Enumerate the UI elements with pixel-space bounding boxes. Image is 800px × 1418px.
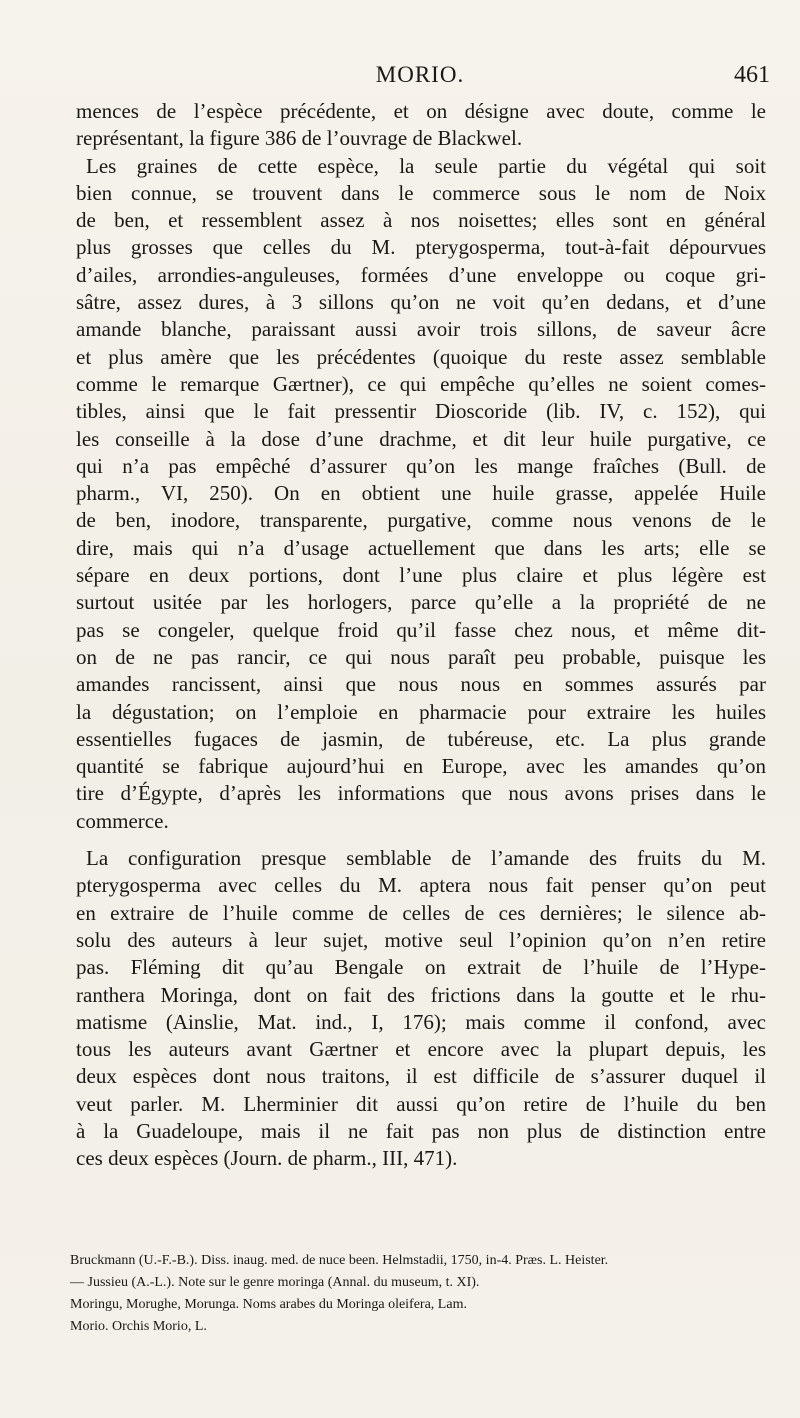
text-line: pas. Fléming dit qu’au Bengale on extrait de l’huile de l’Hype- bbox=[76, 955, 766, 980]
text-line: représentant, la figure 386 de l’ouvrage de Blackwel. bbox=[76, 126, 523, 151]
text-line: tibles, ainsi que le fait pressentir Dioscoride (lib. IV, c. 152), qui bbox=[76, 399, 766, 424]
text-line: en extraire de l’huile comme de celles de ces dernières; le silence ab- bbox=[76, 900, 766, 925]
note-line: Moringu, Morughe, Morunga. Noms arabes du Moringa oleifera, Lam. bbox=[70, 1297, 467, 1312]
text-line: on de ne pas rancir, ce qui nous paraît peu probable, puisque les bbox=[76, 644, 766, 669]
text-line: pterygosperma avec celles du M. aptera nous fait penser qu’on peut bbox=[76, 873, 766, 898]
text-line: commerce. bbox=[76, 808, 169, 833]
text-line: ces deux espèces (Journ. de pharm., III, 471). bbox=[76, 1146, 458, 1171]
text-line: essentielles fugaces de jasmin, de tubéreuse, etc. La plus grande bbox=[76, 726, 766, 751]
text-line: plus grosses que celles du M. pterygosperma, tout-à-fait dépourvues bbox=[76, 235, 766, 260]
text-line: qui n’a pas empêché d’assurer qu’on les mange fraîches (Bull. de bbox=[76, 453, 766, 478]
text-line: tire d’Égypte, d’après les informations que nous avons prises dans le bbox=[76, 781, 766, 806]
note-line: Morio. Orchis Morio, L. bbox=[70, 1319, 207, 1334]
text-line: solu des auteurs à leur sujet, motive seul l’opinion qu’on n’en retire bbox=[76, 927, 766, 952]
text-line: sâtre, assez dures, à 3 sillons qu’on ne voit qu’en dedans, et d’une bbox=[76, 290, 766, 315]
text-line: amande blanche, paraissant aussi avoir trois sillons, de saveur âcre bbox=[76, 317, 766, 342]
text-line: matisme (Ainslie, Mat. ind., I, 176); mais comme il confond, avec bbox=[76, 1009, 766, 1034]
text-line: de ben, inodore, transparente, purgative, comme nous venons de le bbox=[76, 508, 766, 533]
main-text bbox=[76, 98, 766, 1173]
text-line: les conseille à la dose d’une drachme, et dit leur huile purgative, ce bbox=[76, 426, 766, 451]
note-line: Bruckmann (U.-F.-B.). Diss. inaug. med. de nuce been. Helmstadii, 1750, in-4. Præs. L. Heister. bbox=[70, 1253, 609, 1268]
running-head: MORIO. bbox=[375, 62, 465, 87]
text-line: pas se congeler, quelque froid qu’il fasse chez nous, et même dit- bbox=[76, 617, 766, 642]
text-line: surtout usitée par les horlogers, parce qu’elle a la propriété de ne bbox=[76, 590, 766, 615]
text-line: sépare en deux portions, dont l’une plus claire et plus légère est bbox=[76, 563, 766, 588]
text-line: Les graines de cette espèce, la seule partie du végétal qui soit bbox=[86, 153, 766, 178]
bibliography-notes bbox=[70, 1250, 770, 1338]
text-line: ranthera Moringa, dont on fait des frictions dans la goutte et le rhu- bbox=[76, 982, 766, 1007]
paragraph-gap bbox=[76, 835, 766, 845]
text-line: dire, mais qui n’a d’usage actuellement que dans les arts; elle se bbox=[76, 535, 766, 560]
note-line: — Jussieu (A.-L.). Note sur le genre moringa (Annal. du museum, t. XI). bbox=[70, 1275, 480, 1290]
text-line: de ben, et ressemblent assez à nos noisettes; elles sont en général bbox=[76, 208, 766, 233]
page-number: 461 bbox=[734, 62, 770, 88]
text-line: quantité se fabrique aujourd’hui en Europe, avec les amandes qu’on bbox=[76, 754, 766, 779]
text-line: deux espèces dont nous traitons, il est difficile de s’assurer duquel il bbox=[76, 1064, 766, 1089]
text-line: la dégustation; on l’emploie en pharmacie pour extraire les huiles bbox=[76, 699, 766, 724]
text-line: d’ailes, arrondies-anguleuses, formées d’une enveloppe ou coque gri- bbox=[76, 262, 766, 287]
text-line: amandes rancissent, ainsi que nous nous en sommes assurés par bbox=[76, 672, 766, 697]
page-header bbox=[70, 62, 770, 92]
text-line: La configuration presque semblable de l’amande des fruits du M. bbox=[86, 846, 766, 871]
text-line: tous les auteurs avant Gærtner et encore avec la plupart depuis, les bbox=[76, 1037, 766, 1062]
text-line: et plus amère que les précédentes (quoique du reste assez semblable bbox=[76, 344, 766, 369]
text-line: veut parler. M. Lherminier dit aussi qu’on retire de l’huile du ben bbox=[76, 1091, 766, 1116]
text-line: mences de l’espèce précédente, et on désigne avec doute, comme le bbox=[76, 99, 766, 123]
text-line: pharm., VI, 250). On en obtient une huile grasse, appelée Huile bbox=[76, 481, 766, 506]
text-line: bien connue, se trouvent dans le commerce sous le nom de Noix bbox=[76, 180, 766, 205]
text-line: comme le remarque Gærtner), ce qui empêche qu’elles ne soient comes- bbox=[76, 371, 766, 396]
text-line: à la Guadeloupe, mais il ne fait pas non plus de distinction entre bbox=[76, 1118, 766, 1143]
